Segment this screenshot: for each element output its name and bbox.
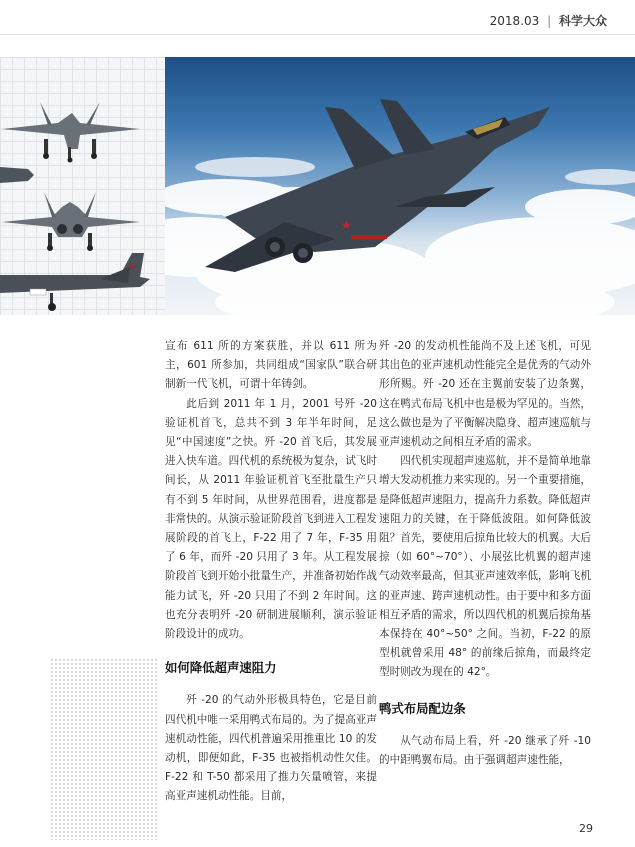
left-paragraph-2: 此后到 2011 年 1 月，2001 号歼 -20 验证机首飞，总共不到 3 年半年时间，足见“中国速度”之快。歼 -20 首飞后，其发展进入快车道。四代机的系统极为复杂，试飞时间长，从 2011 年验证机首飞至批量生产只有不到 5 年时间，从世界范围看，进度都是非常快的。从演示验证阶段首飞到进入工程发展阶段的首飞上，F-22 用了 7 年，F-35 用了 6 年，而歼 -20 只用了 3 年。从工程发展阶段首飞到开始小批量生产，并准备初始作战能力试飞，歼 -20 只用了不到 2 年时间。这也充分表明歼 -20 研制进展顺利，演示验证阶段设计的成功。 <box>165 397 377 641</box>
heading-canard-with-strakes: 鸭式布局配边条 <box>379 700 466 716</box>
right-column <box>379 337 591 770</box>
header-rule <box>0 34 635 35</box>
j20-photo <box>165 57 635 315</box>
page-header <box>490 12 607 29</box>
right-paragraph-1: 歼 -20 的发动机性能尚不及上述飞机，可见其出色的亚声速机动性能完全是优秀的气动外形所赐。歼 -20 还在主翼前安装了边条翼，这在鸭式布局飞机中也是极为罕见的。当然，这么做也是为了平衡解决隐身、超声速巡航与亚声速机动之间相互矛盾的需求。 <box>379 340 591 449</box>
left-column <box>165 337 377 807</box>
j20-photo-drawing <box>165 57 635 315</box>
left-paragraph-1: 宣布 611 所的方案获胜，并以 611 所为主，601 所参加，共同组成“国家队”联合研制新一代飞机，可谓十年铸剑。 <box>165 340 377 391</box>
header-separator: | <box>547 14 552 28</box>
front-view-jet-bottom <box>2 192 140 251</box>
right-paragraph-3: 从气动布局上看，歼 -20 继承了歼 -10 的中距鸭翼布局。由于强调超声速性能， <box>379 734 591 767</box>
magazine-name: 科学大众 <box>558 14 607 28</box>
left-paragraph-3: 歼 -20 的气动外形极具特色，它是目前四代机中唯一采用鸭式布局的。为了提高亚声速机动性能，四代机普遍采用推重比 10 的发动机，即便如此，F-35 也被指机动性欠佳。F-22 和 T-50 都采用了推力矢量喷管，来提高亚声速机动性能。目前， <box>165 694 377 803</box>
side-view-jet-partial <box>0 167 34 183</box>
issue-date: 2018.03 <box>489 14 540 28</box>
front-view-jet-top <box>2 102 140 163</box>
blueprint-drawing <box>0 57 165 315</box>
fuselage-star-icon: ★ <box>341 218 352 232</box>
heading-reduce-supersonic-drag: 如何降低超声速阻力 <box>165 660 277 676</box>
tail-star-icon: ★ <box>128 262 137 272</box>
right-paragraph-2: 四代机实现超声速巡航，并不是简单地靠增大发动机推力来实现的。另一个重要措施，是降低超声速阻力，提高升力系数。降低超声速阻力的关键，在于降低波阻。如何降低波阻？首先，要使用后掠角比较大的机翼。大后掠（如 60°~70°）、小展弦比机翼的超声速气动效率最高，但其亚声速效率低，影响飞机的亚声速、跨声速机动性。由于要中和多方面相互矛盾的需求，所以四代机的机翼后掠角基本保持在 40°~50° 之间。当初，F-22 的原型机就曾采用 48° 的前缘后掠角，而最终定型时则改为现在的 42°。 <box>379 455 591 679</box>
dot-pattern-decoration <box>50 658 158 840</box>
blueprint-figure <box>0 57 165 315</box>
page-number: 29 <box>579 822 593 835</box>
